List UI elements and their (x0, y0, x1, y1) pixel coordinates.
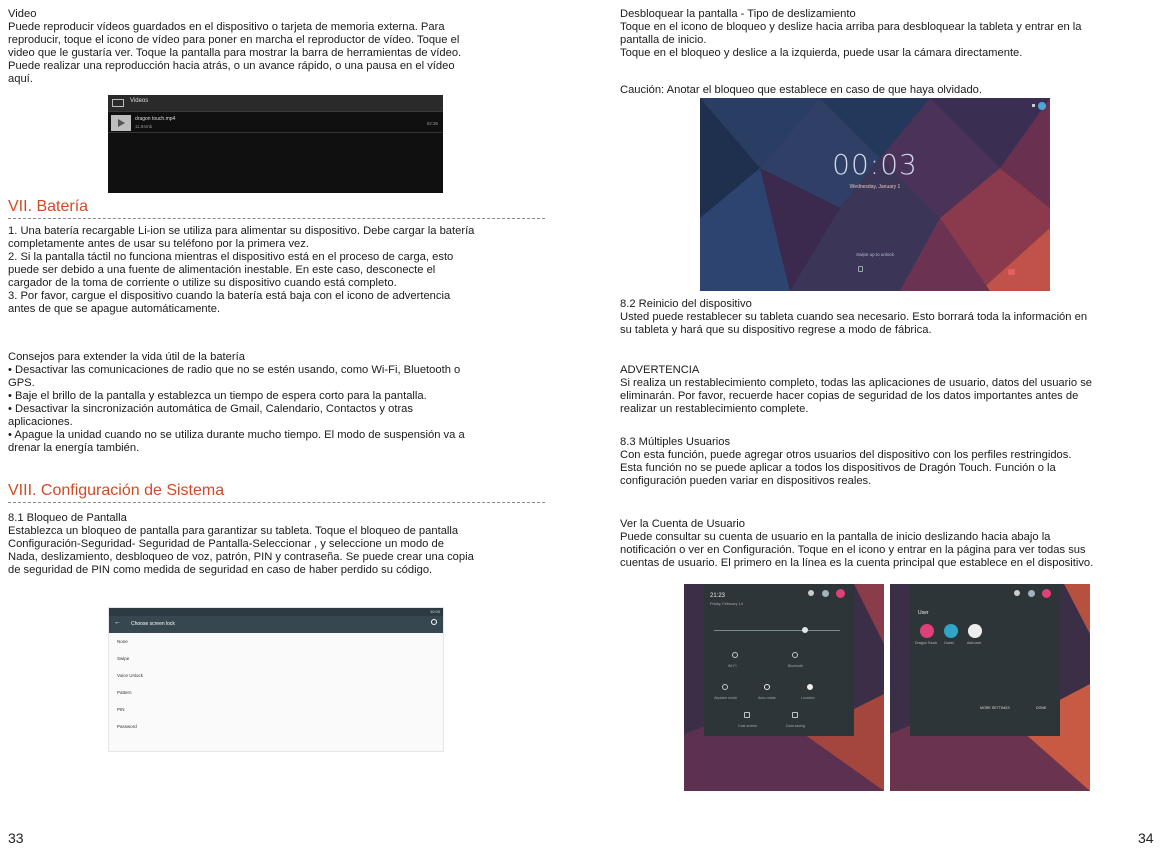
lock-option: Password (117, 724, 137, 729)
account-section (620, 518, 1093, 570)
video-duration: 02:36 (426, 121, 438, 126)
lock-option: Voice Unlock (117, 673, 144, 678)
paragraph-line: 1. Una batería recargable Li-ion se utiliza para alimentar su dispositivo. Debe cargar la batería (8, 225, 475, 237)
video-file-name: dragon touch.mp4 (135, 116, 176, 122)
wallpaper-polygons (700, 98, 1050, 291)
paragraph-line: • Desactivar las comunicaciones de radio que no se estén usando, como Wi-Fi, Bluetooth o (8, 364, 461, 376)
brightness-knob (802, 627, 808, 633)
data-saver-icon (792, 712, 798, 718)
paragraph-line: 8.3 Múltiples Usuarios (620, 436, 731, 448)
paragraph-line: Usted puede restablecer su tableta cuando sea necesario. Esto borrará toda la información en (620, 311, 1088, 323)
lock-option: Swipe (117, 656, 130, 661)
user-panel-title: User (918, 610, 929, 616)
paragraph-line: Consejos para extender la vida útil de la batería (8, 351, 245, 363)
add-user-icon (968, 624, 982, 638)
lock-option: Pattern (117, 690, 132, 695)
paragraph-line: Con esta función, puede agregar otros usuarios del dispositivo con los perfiles restringidos. (620, 449, 1072, 461)
battery-icon (1014, 590, 1020, 596)
section-divider (8, 218, 545, 219)
paragraph-line: Nada, deslizamiento, desbloqueo de voz, patrón, PIN y contraseña. Se puede crear una copia (8, 551, 474, 563)
status-signal-icon (1032, 104, 1035, 107)
tile-label: Location (801, 696, 815, 700)
quick-settings-screenshot (684, 584, 1090, 791)
back-arrow-icon: ← (114, 619, 121, 626)
paragraph-line: 3. Por favor, cargue el dispositivo cuando la batería está baja con el icono de advertencia (8, 290, 451, 302)
video-list-item (108, 113, 443, 133)
user-avatar-icon (920, 624, 934, 638)
wifi-icon (732, 652, 738, 658)
image-separator (884, 584, 890, 791)
page-number: 34 (1138, 830, 1154, 846)
qs-date: Friday, February 14 (710, 602, 743, 606)
lock-clock: 00:03 (832, 148, 918, 181)
video-file-size: 11.94mb (135, 124, 153, 129)
quick-settings-panel (704, 584, 854, 736)
page-number: 33 (8, 830, 24, 846)
app-bar (109, 616, 443, 633)
paragraph-line: reproducir, toque el icono de vídeo para poner en marcha el reproductor de vídeo. Toque el (8, 34, 460, 46)
paragraph-line: GPS. (8, 377, 35, 389)
paragraph-line: completamente antes de usar su teléfono por la primera vez. (8, 238, 309, 250)
caution-text: Caución: Anotar el bloqueo que establece en caso de que haya olvidado. (620, 84, 982, 96)
users-section (620, 436, 1071, 488)
lock-date: Wednesday, January 1 (849, 184, 901, 190)
paragraph-line: Puede realizar una reproducción hacia atrás, o un avance rápido, o una pausa en el vídeo (8, 60, 455, 72)
lock-option: PIN (117, 707, 125, 712)
paragraph-line: Desbloquear la pantalla - Tipo de deslizamiento (620, 8, 856, 20)
battery-section (8, 225, 474, 316)
paragraph-line: configuración pueden variar en dispositivos reales. (620, 475, 872, 487)
right-page (587, 0, 1174, 849)
airplane-icon (722, 684, 728, 690)
warning-section (620, 364, 1092, 416)
location-icon (807, 684, 813, 690)
paragraph-line: Configuración-Seguridad- Seguridad de Pantalla-Seleccionar , y seleccione un modo de (8, 538, 444, 550)
paragraph-line: Toque en el bloqueo y deslice a la izquierda, puede usar la cámara directamente. (620, 47, 1023, 59)
qs-clock: 21:23 (710, 593, 726, 599)
paragraph-line: realizar un restablecimiento complete. (620, 403, 809, 415)
paragraph-line: 2. Si la pantalla táctil no funciona mientras el dispositivo está en el proceso de carga, esto (8, 251, 454, 263)
video-folder-icon (112, 99, 124, 107)
paragraph-line: • Desactivar la sincronización automática de Gmail, Calendario, Contactos y otras (8, 403, 413, 415)
user-avatar-icon (836, 589, 845, 598)
tile-label: Auto-rotate (758, 696, 776, 700)
paragraph-line: 8.1 Bloqueo de Pantalla (8, 512, 127, 524)
lock-option: None (117, 639, 128, 644)
paragraph-line: cargador de la toma de corriente o utilize su dispositivo cuando está completo. (8, 277, 397, 289)
video-player-screenshot (108, 95, 443, 193)
paragraph-line: eliminarán. Por favor, recuerde hacer copias de seguridad de los datos importantes antes de (620, 390, 1079, 402)
gear-icon (1028, 590, 1035, 597)
paragraph-line: aquí. (8, 73, 33, 85)
heading-number: VII (8, 198, 28, 215)
paragraph-line: notificación o ver en Configuración. Toque en el icono y entrar en la página para ver todas sus (620, 544, 1086, 556)
video-thumbnail-icon (111, 115, 131, 131)
paragraph-line: Establezca un bloqueo de pantalla para garantizar su tableta. Toque el bloqueo de pantalla (8, 525, 459, 537)
caution-note (620, 84, 982, 97)
paragraph-line: Toque en el icono de bloqueo y deslize hacia arriba para desbloquear la tableta y entrar en la (620, 21, 1082, 33)
rotate-icon (764, 684, 770, 690)
tile-label: Cast screen (738, 724, 758, 728)
unlock-section (620, 8, 1081, 60)
brightness-slider (714, 630, 840, 631)
paragraph-line: de seguridad de PIN como medida de seguridad en caso de haber perdido su código. (8, 564, 433, 576)
user-name: Add user (967, 641, 982, 645)
paragraph-line: drenar la energía también. (8, 442, 140, 454)
search-icon (431, 619, 437, 625)
video-section (8, 8, 461, 86)
paragraph-line: 8.2 Reinicio del dispositivo (620, 298, 752, 310)
paragraph-line: Ver la Cuenta de Usuario (620, 518, 746, 530)
paragraph-line: pantalla de inicio. (620, 34, 707, 46)
reset-section (620, 298, 1087, 337)
video-app-bar (108, 95, 443, 112)
paragraph-line: • Baje el brillo de la pantalla y establezca un tiempo de espera corto para la pantalla. (8, 390, 427, 402)
user-name: Guest (944, 641, 954, 645)
paragraph-line: puede ser debido a una fuente de alimentación inestable. En este caso, desconecte el (8, 264, 436, 276)
user-name: Dragon Touch (915, 641, 938, 645)
system-section (8, 512, 474, 577)
heading-text: . Configuración de Sistema (32, 482, 225, 499)
paragraph-line: antes de que se apague automáticamente. (8, 303, 221, 315)
video-app-title: Videos (130, 98, 149, 104)
tile-label: Airplane mode (714, 696, 738, 700)
paragraph-line: • Apague la unidad cuando no se utiliza durante mucho tiempo. El modo de suspensión va a (8, 429, 465, 441)
battery-heading (8, 198, 88, 216)
paragraph-line: Si realiza un restablecimiento completo, todas las aplicaciones de usuario, datos del usuario se (620, 377, 1093, 389)
bluetooth-icon (792, 652, 798, 658)
unlock-hint: Swipe up to unlock (856, 252, 894, 257)
heading-text: . Batería (27, 198, 89, 215)
paragraph-line: ADVERTENCIA (620, 364, 700, 376)
guest-avatar-icon (944, 624, 958, 638)
paragraph-line: cuentas de usuario. El primero en la línea es la cuenta principal que establece en el dispositivo. (620, 557, 1094, 569)
section-title: Video (8, 8, 37, 20)
battery-icon (808, 590, 814, 596)
lock-icon (858, 266, 863, 272)
status-clock: 10:00 (429, 609, 440, 614)
tile-label: Data saving (786, 724, 805, 728)
status-bar (109, 608, 443, 616)
app-bar-title: Choose screen lock (131, 621, 175, 627)
section-divider (8, 502, 545, 503)
lock-screen-screenshot (700, 98, 1050, 291)
more-settings-label: MORE SETTINGS (980, 706, 1010, 710)
tile-label: Wi-Fi (728, 664, 737, 668)
paragraph-line: Puede consultar su cuenta de usuario en la pantalla de inicio deslizando hacia abajo la (620, 531, 1051, 543)
done-label: DONE (1036, 706, 1047, 710)
heading-number: VIII (8, 482, 33, 499)
cast-icon (744, 712, 750, 718)
paragraph-line: su tableta y hará que su dispositivo regrese a modo de fábrica. (620, 324, 932, 336)
paragraph-line: Puede reproducir vídeos guardados en el dispositivo o tarjeta de memoria externa. Para (8, 21, 445, 33)
system-heading (8, 482, 224, 500)
user-avatar-icon (1042, 589, 1051, 598)
battery-tips (8, 351, 465, 455)
gear-icon (822, 590, 829, 597)
paragraph-line: Esta función no se puede aplicar a todos los dispositivos de Dragón Touch. Función o la (620, 462, 1056, 474)
user-avatar-icon (1038, 102, 1046, 110)
paragraph-line: aplicaciones. (8, 416, 73, 428)
camera-icon (1008, 269, 1015, 275)
tile-label: Bluetooth (788, 664, 804, 668)
user-panel (910, 584, 1060, 736)
paragraph-line: video que le gustaría ver. Toque la pantalla para mostrar la barra de herramientas de vídeo. (8, 47, 462, 59)
screen-lock-screenshot (108, 607, 444, 752)
